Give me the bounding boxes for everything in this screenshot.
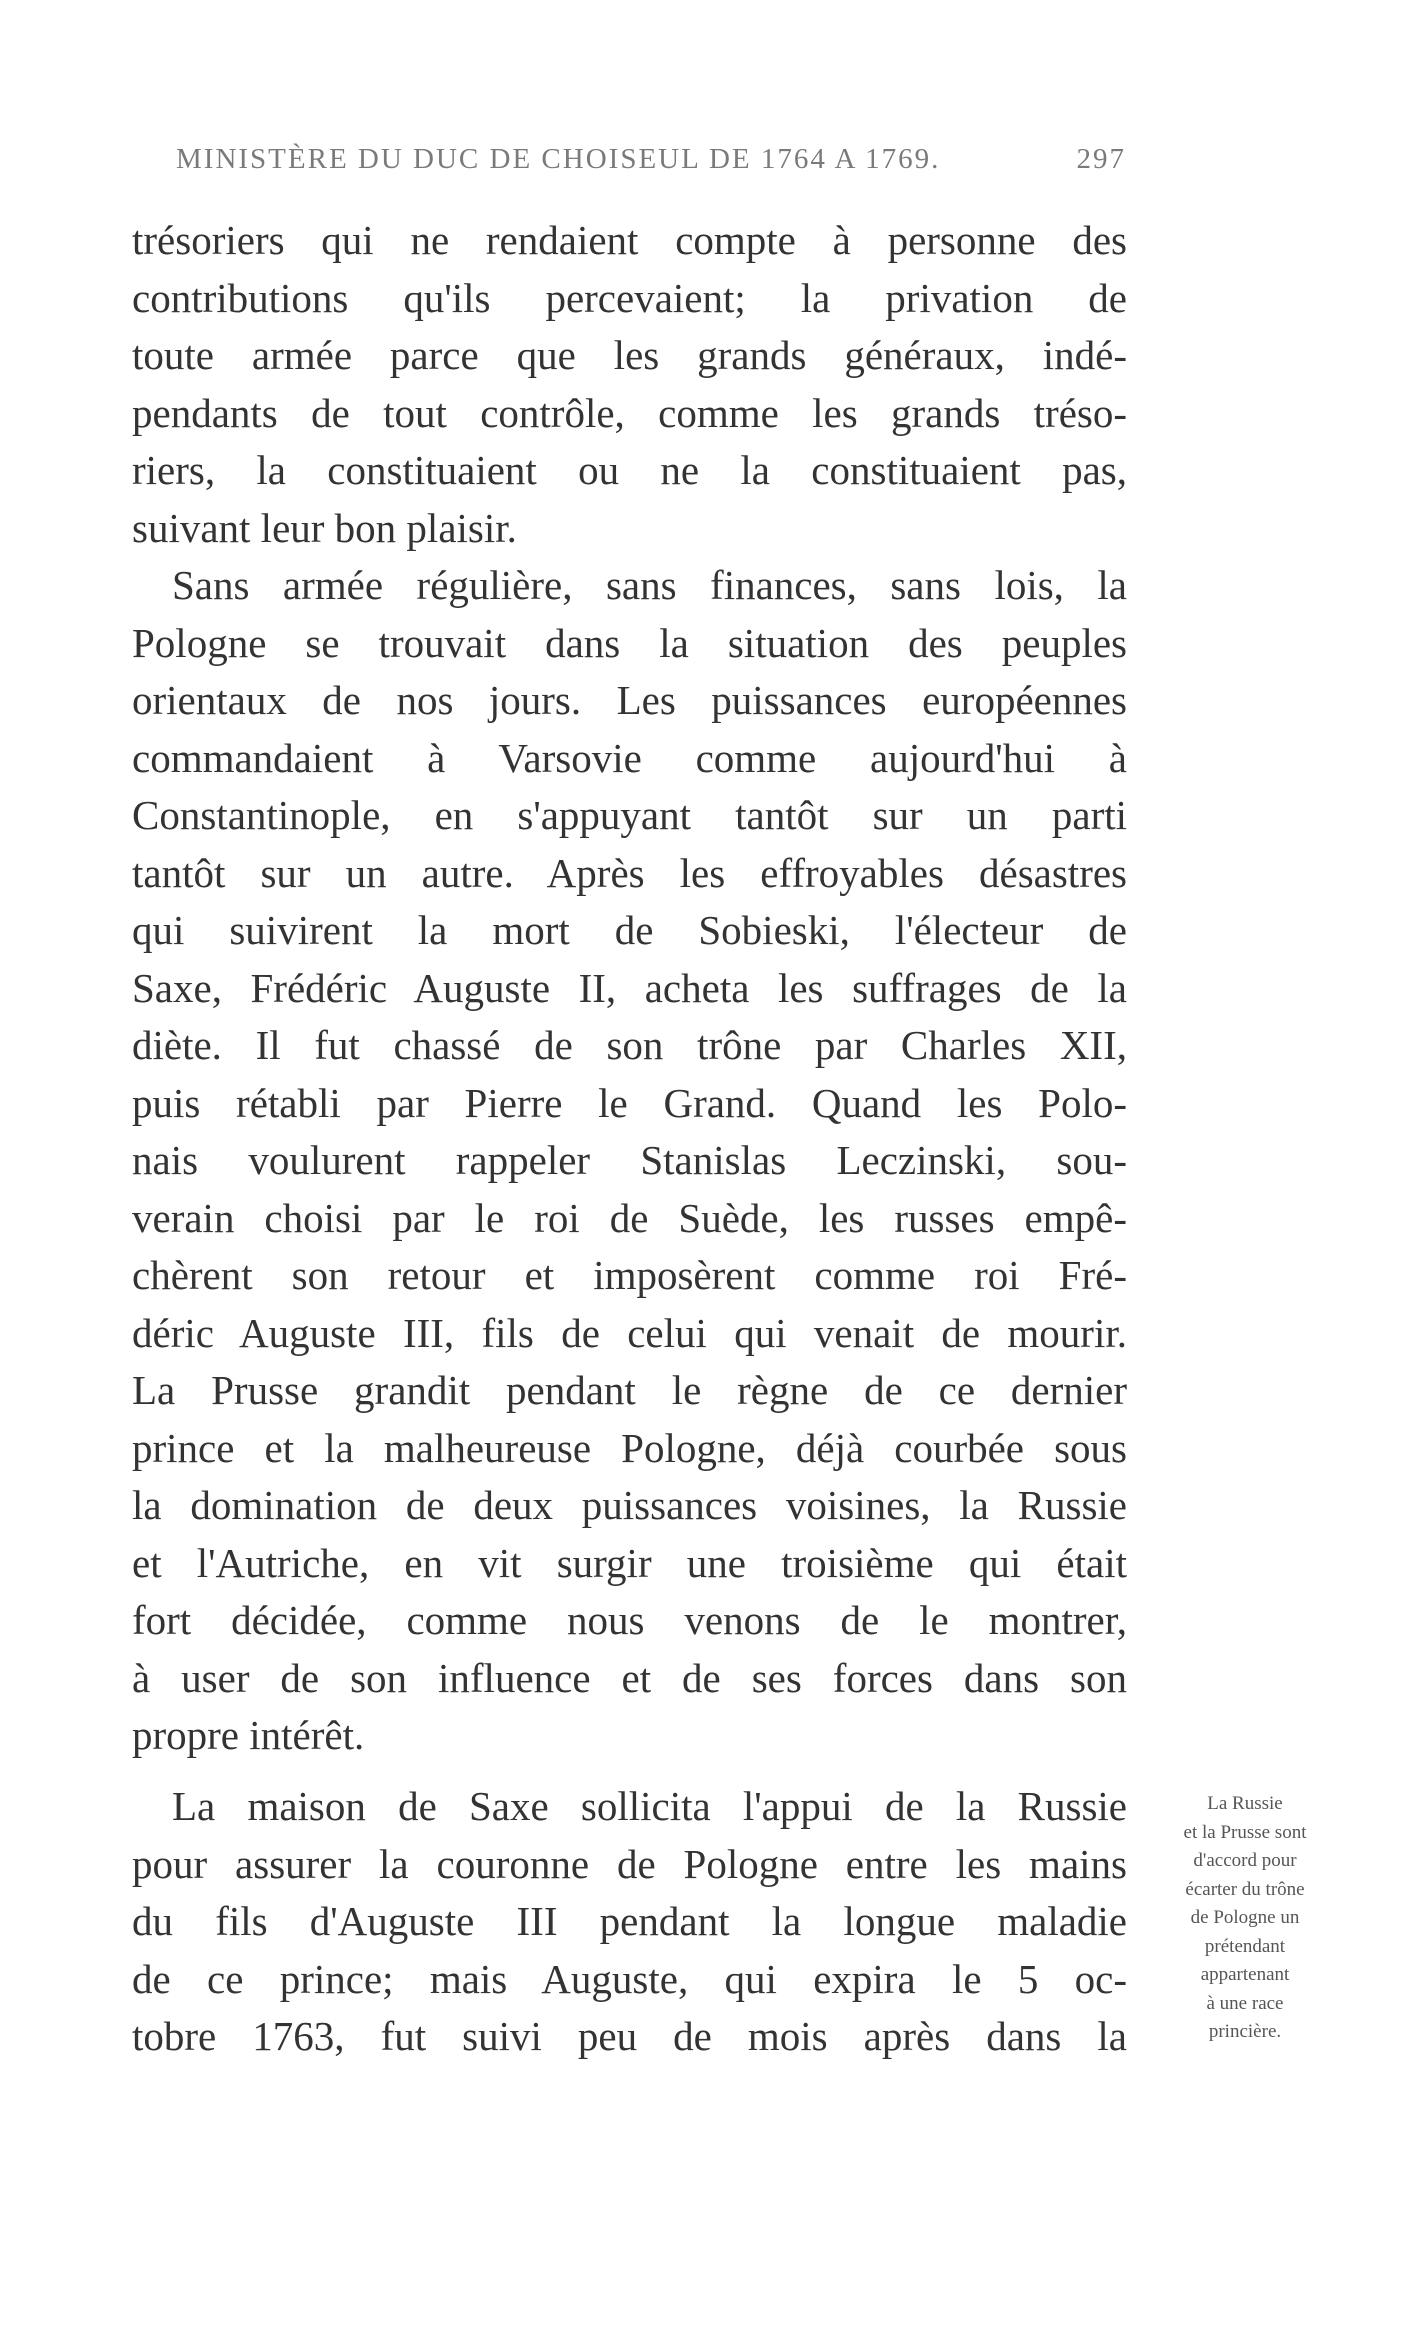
- text-line: tantôt sur un autre. Après les effroyables désastres: [132, 849, 1127, 896]
- margin-note-line: prétendant: [1204, 1935, 1286, 1957]
- text-line: pour assurer la couronne de Pologne entre les mains: [132, 1840, 1127, 1887]
- text-line: pendants de tout contrôle, comme les grands tréso-: [132, 389, 1127, 436]
- text-line: tobre 1763, fut suivi peu de mois après dans la: [132, 2013, 1127, 2059]
- text-line: chèrent son retour et imposèrent comme roi Fré-: [132, 1252, 1127, 1298]
- text-line: prince et la malheureuse Pologne, déjà courbée sous: [132, 1424, 1127, 1471]
- body-text: [132, 212, 1127, 1765]
- text-line: déric Auguste III, fils de celui qui venait de mourir.: [132, 1309, 1127, 1356]
- margin-note-line: de Pologne un: [1190, 1907, 1300, 1928]
- text-line: puis rétabli par Pierre le Grand. Quand les Polo-: [132, 1079, 1127, 1126]
- text-line: Pologne se trouvait dans la situation des peuples: [132, 619, 1127, 666]
- text-line: qui suivirent la mort de Sobieski, l'électeur de: [132, 907, 1127, 953]
- text-line: orientaux de nos jours. Les puissances européennes: [132, 677, 1127, 723]
- text-line: du fils d'Auguste III pendant la longue maladie: [132, 1898, 1127, 1944]
- text-line: propre intérêt.: [132, 1712, 365, 1758]
- margin-note-line: d'accord pour: [1193, 1850, 1297, 1871]
- text-line: Saxe, Frédéric Auguste II, acheta les suffrages de la: [132, 964, 1127, 1011]
- text-line: La Prusse grandit pendant le règne de ce dernier: [132, 1367, 1127, 1413]
- text-line: commandaient à Varsovie comme aujourd'hui à: [132, 734, 1127, 781]
- running-header: [176, 143, 1126, 185]
- text-line: à user de son influence et de ses forces dans son: [132, 1654, 1127, 1701]
- text-line: suivant leur bon plaisir.: [132, 504, 517, 551]
- margin-note-line: et la Prusse sont: [1183, 1821, 1307, 1843]
- margin-note-line: princière.: [1208, 2021, 1282, 2042]
- text-line: La maison de Saxe sollicita l'appui de la Russie: [172, 1783, 1127, 1829]
- text-line: trésoriers qui ne rendaient compte à personne des: [132, 217, 1127, 263]
- margin-note: [1150, 1790, 1340, 2047]
- margin-note-line: La Russie: [1207, 1793, 1283, 1814]
- header-title: MINISTÈRE DU DUC DE CHOISEUL DE 1764 A 1769.: [176, 143, 941, 175]
- text-line: la domination de deux puissances voisines, la Russie: [132, 1482, 1127, 1528]
- margin-note-line: écarter du trône: [1185, 1878, 1305, 1900]
- text-line: verain choisi par le roi de Suède, les russes empê-: [132, 1194, 1127, 1241]
- page-number: 297: [1076, 143, 1126, 175]
- margin-note-line: à une race: [1206, 1992, 1284, 2014]
- text-line: nais voulurent rappeler Stanislas Leczinski, sou-: [132, 1137, 1127, 1183]
- text-line: fort décidée, comme nous venons de le montrer,: [132, 1597, 1127, 1643]
- text-line: et l'Autriche, en vit surgir une troisième qui était: [132, 1539, 1127, 1586]
- text-line: de ce prince; mais Auguste, qui expira le 5 oc-: [132, 1955, 1127, 2002]
- text-line: toute armée parce que les grands généraux, indé-: [132, 332, 1127, 378]
- text-line: riers, la constituaient ou ne la constituaient pas,: [132, 447, 1127, 493]
- final-paragraph: [132, 1778, 1127, 2066]
- text-line: Constantinople, en s'appuyant tantôt sur un parti: [132, 792, 1127, 838]
- text-line: diète. Il fut chassé de son trône par Charles XII,: [132, 1022, 1127, 1068]
- margin-note-line: appartenant: [1200, 1964, 1290, 1985]
- text-line: contributions qu'ils percevaient; la privation de: [132, 274, 1127, 321]
- text-line: Sans armée régulière, sans finances, sans lois, la: [172, 562, 1127, 608]
